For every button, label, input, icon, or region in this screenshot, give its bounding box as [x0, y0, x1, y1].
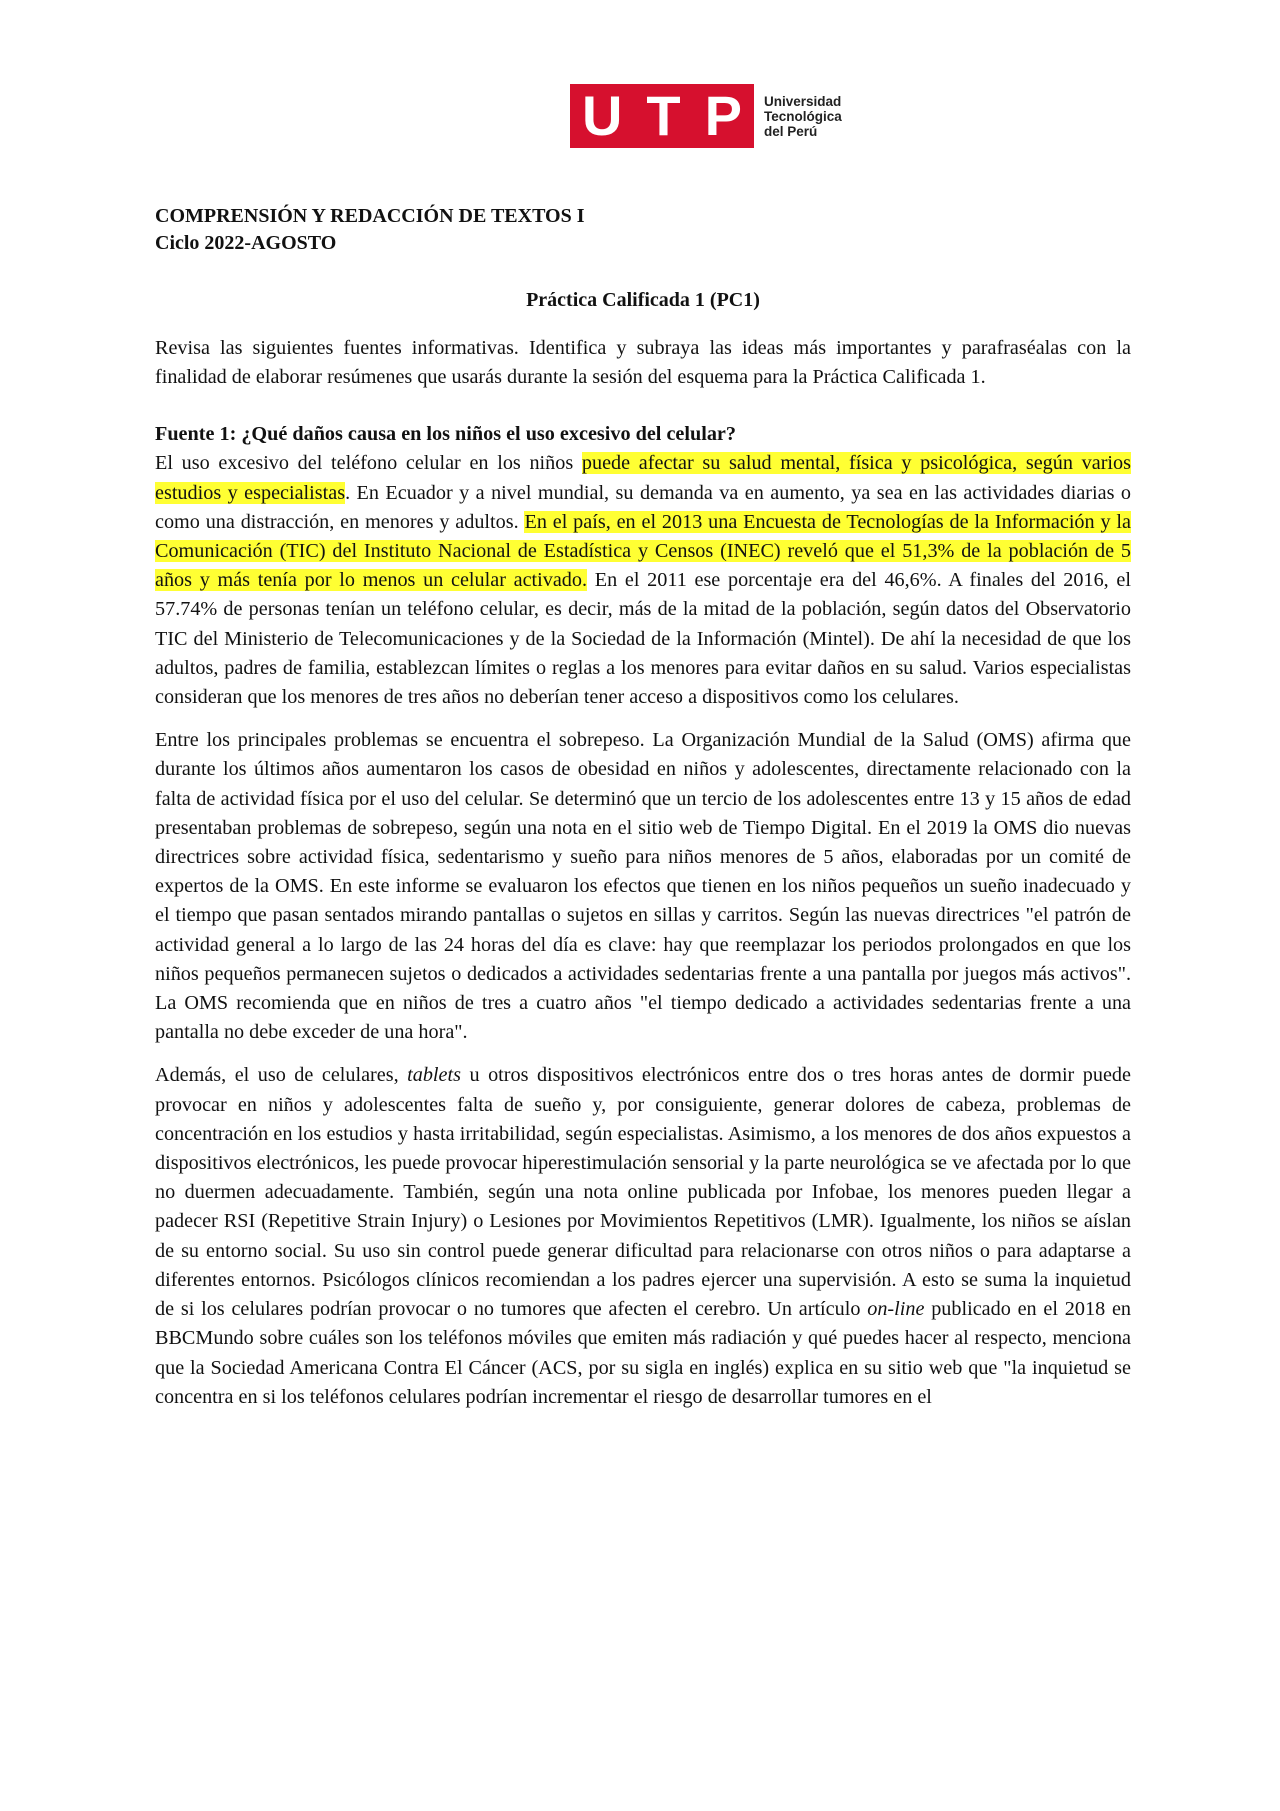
instructions-paragraph: Revisa las siguientes fuentes informativas. Identifica y subraya las ideas más importantes y parafraséalas con la finalidad de elaborar resúmenes que usarás durante la sesión del esquema para la Práctica Calificada 1.	[155, 337, 1131, 389]
highlighted-text: puede afectar su salud mental, física y psicológica, según varios estudios y especialistas	[155, 452, 1131, 504]
highlighted-text: En el país, en el 2013 una Encuesta de Tecnologías de la Información y la Comunicación (TIC) del Instituto Nacional de Estadística y Censos (INEC) reveló que el 51,3% de la población de 5 años y más tenía por lo menos un celular activado.	[155, 510, 1131, 592]
text-run: El uso excesivo del teléfono celular en los niños	[155, 452, 582, 475]
text-run: En el 2011 ese porcentaje era del 46,6%. A finales del 2016, el 57.74% de personas tenían un teléfono celular, es decir, más de la mitad de la población, según datos del Observatorio TIC del Ministerio de Telecomunicaciones y de la Sociedad de la Información (Mintel). De ahí la necesidad de que los adultos, padres de familia, establezcan límites o reglas a los menores para evitar daños en su salud. Varios especialistas consideran que los menores de tres años no deberían tener acceso a dispositivos como los celulares.	[155, 569, 1131, 709]
source-1-paragraph-3	[155, 1061, 1131, 1411]
page-title: Práctica Calificada 1 (PC1)	[526, 289, 760, 311]
logo-letter-t: T	[646, 84, 681, 147]
logo-letter-p: P	[704, 84, 742, 147]
university-name	[764, 94, 842, 139]
university-name-line: Tecnológica	[764, 108, 842, 124]
document-body	[155, 203, 1131, 1412]
utp-logo	[570, 84, 842, 148]
source-1-paragraph-1	[155, 449, 1131, 712]
university-name-line: Universidad	[764, 93, 842, 109]
logo-letter-u: U	[581, 84, 623, 147]
text-run: . En Ecuador y a nivel mundial, su demanda va en aumento, ya sea en las actividades diarias o como una distracción, en menores y adultos.	[155, 481, 1131, 533]
text-run: publicado en el 2018 en BBCMundo sobre cuáles son los teléfonos móviles que emiten más radiación y qué puedes hacer al respecto, menciona que la Sociedad Americana Contra El Cáncer (ACS, por su sigla en inglés) explica en su sitio web que "la inquietud se concentra en si los teléfonos celulares podrían incrementar el riesgo de desarrollar tumores en el	[155, 1298, 1131, 1408]
text-run: Además, el uso de celulares,	[155, 1064, 408, 1087]
course-name: COMPRENSIÓN Y REDACCIÓN DE TEXTOS I	[155, 205, 585, 227]
source-1-paragraph-2: Entre los principales problemas se encuentra el sobrepeso. La Organización Mundial de la Salud (OMS) afirma que durante los últimos años aumentaron los casos de obesidad en niños y adolescentes, directamente relacionado con la falta de actividad física por el uso del celular. Se determinó que un tercio de los adolescentes entre 13 y 15 años de edad presentaban problemas de sobrepeso, según una nota en el sitio web de Tiempo Digital. En el 2019 la OMS dio nuevas directrices sobre actividad física, sedentarismo y sueño para niños menores de 5 años, elaboradas por un comité de expertos de la OMS. En este informe se evaluaron los efectos que tienen en los niños pequeños un sueño inadecuado y el tiempo que pasan sentados mirando pantallas o sujetos en sillas y carritos. Según las nuevas directrices "el patrón de actividad general a lo largo de las 24 horas del día es clave: hay que reemplazar los periodos prolongados en que los niños pequeños permanecen sujetos o dedicados a actividades sedentarias frente a una pantalla por juegos más activos". La OMS recomienda que en niños de tres a cuatro años "el tiempo dedicado a actividades sedentarias frente a una pantalla no debe exceder de una hora".	[155, 729, 1131, 1044]
utp-logo-mark	[570, 84, 754, 148]
italic-term: tablets	[407, 1064, 461, 1087]
university-name-line: del Perú	[764, 123, 818, 139]
source-1-heading: Fuente 1: ¿Qué daños causa en los niños el uso excesivo del celular?	[155, 423, 736, 446]
cycle-label: Ciclo 2022-AGOSTO	[155, 232, 337, 254]
italic-term: on-line	[867, 1298, 925, 1321]
text-run: u otros dispositivos electrónicos entre dos o tres horas antes de dormir puede provocar en niños y adolescentes falta de sueño y, por consiguiente, generar dolores de cabeza, problemas de concentración en los estudios y hasta irritabilidad, según especialistas. Asimismo, a los menores de dos años expuestos a dispositivos electrónicos, les puede provocar hiperestimulación sensorial y la parte neurológica se ve afectada por lo que no duermen adecuadamente. También, según una nota online publicada por Infobae, los menores pueden llegar a padecer RSI (Repetitive Strain Injury) o Lesiones por Movimientos Repetitivos (LMR). Igualmente, los niños se aíslan de su entorno social. Su uso sin control puede generar dificultad para relacionarse con otros niños o para adaptarse a diferentes entornos. Psicólogos clínicos recomiendan a los padres ejercer una supervisión. A esto se suma la inquietud de si los celulares podrían provocar o no tumores que afecten el cerebro. Un artículo	[155, 1064, 1131, 1321]
